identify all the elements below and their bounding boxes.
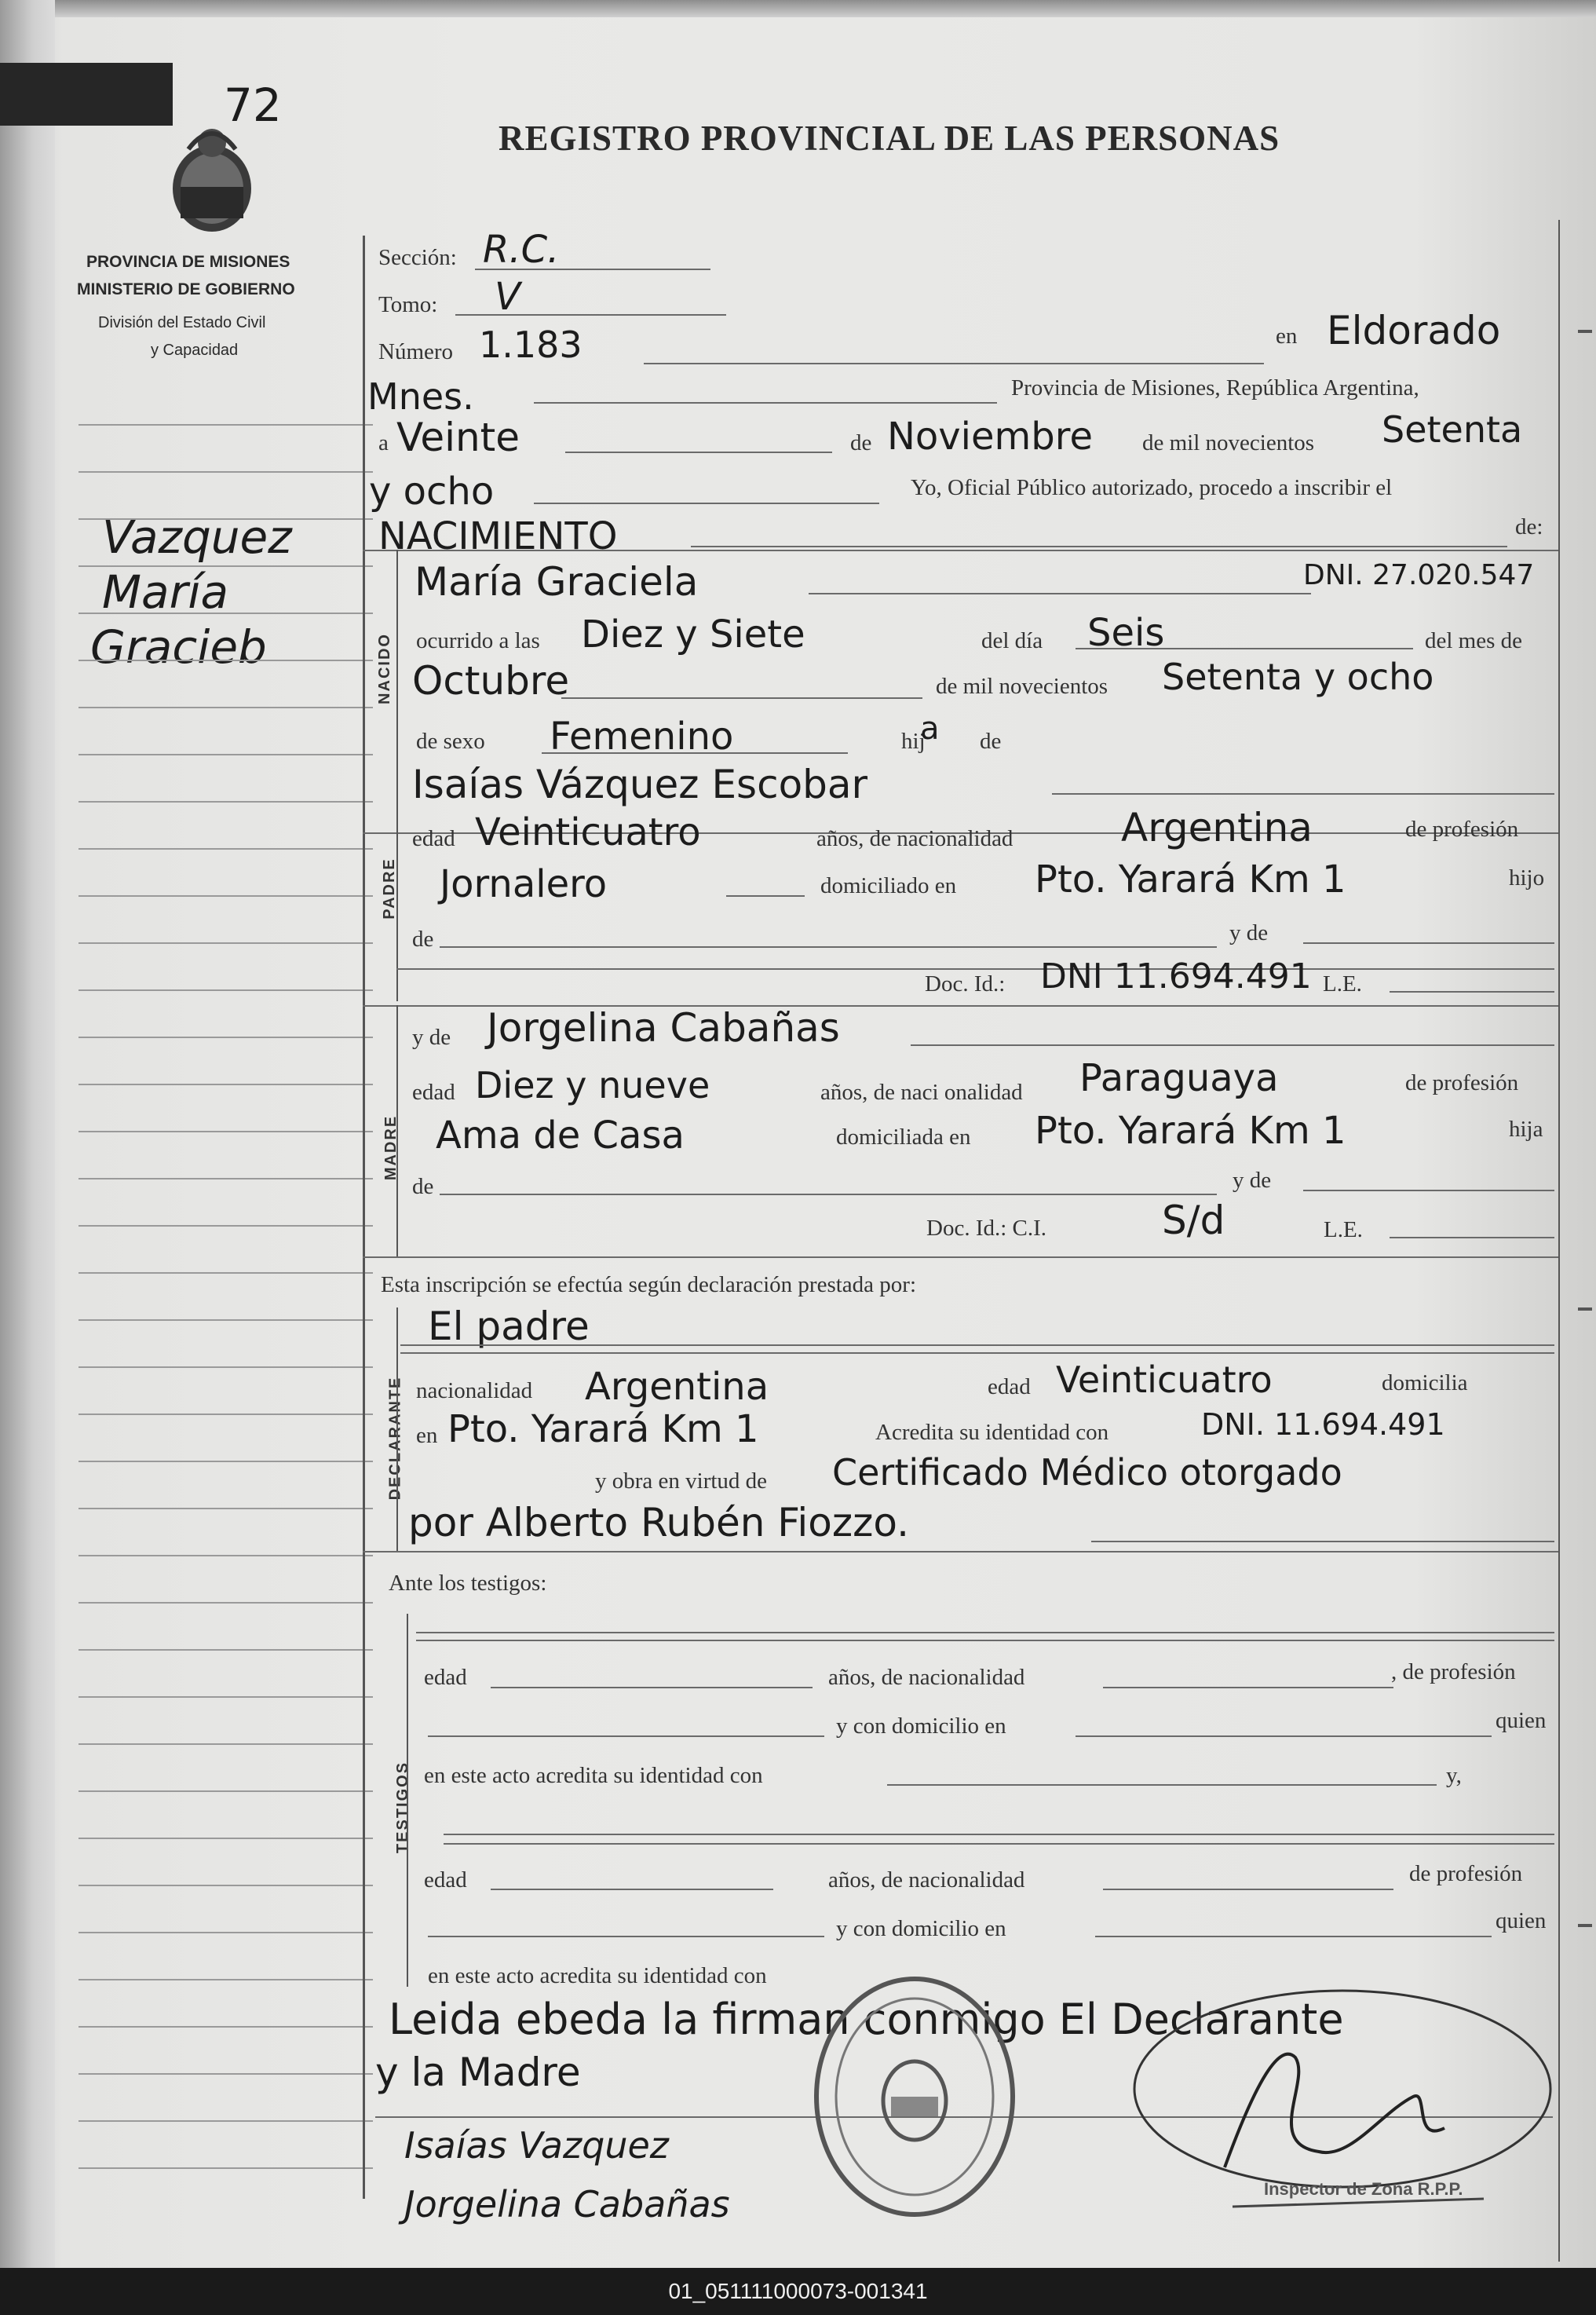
value-hij-suffix: a xyxy=(920,711,940,747)
value-madre: Jorgelina Cabañas xyxy=(487,1005,840,1051)
label-domicilia: domicilia xyxy=(1382,1370,1468,1395)
value-obra2: por Alberto Rubén Fiozzo. xyxy=(408,1500,909,1545)
label-nacionalidad-decl: nacionalidad xyxy=(416,1378,533,1403)
value-dni: DNI. 27.020.547 xyxy=(1303,559,1535,591)
side-label-padre: PADRE xyxy=(380,858,398,920)
label-le-padre: L.E. xyxy=(1323,971,1362,997)
label-de-mil: de mil novecientos xyxy=(1142,430,1315,455)
label-provincia: Provincia de Misiones, República Argentina, xyxy=(1011,375,1419,400)
label-t1-anos: años, de nacionalidad xyxy=(828,1665,1025,1690)
value-acto: NACIMIENTO xyxy=(378,514,618,558)
value-nombre: María Graciela xyxy=(415,559,699,605)
label-numero: Número xyxy=(378,339,454,364)
value-leida1: Leida ebeda la firman conmigo El Declarante xyxy=(389,1995,1344,2044)
scan-id-footer: 01_051111000073-001341 xyxy=(0,2268,1596,2315)
value-declarante: El padre xyxy=(428,1304,590,1349)
margin-note-name1: María xyxy=(102,565,229,619)
label-domiciliado: domiciliado en xyxy=(820,873,957,898)
label-profesion-padre: de profesión xyxy=(1405,817,1519,842)
official-stamp-text: Inspector de Zona R.P.P. xyxy=(1264,2179,1463,2199)
label-t1-profesion: , de profesión xyxy=(1391,1659,1516,1684)
value-padre-edad: Veinticuatro xyxy=(475,810,701,854)
label-de-padre: de xyxy=(412,927,434,952)
label-a: a xyxy=(378,430,389,455)
form-left-border xyxy=(363,236,365,2199)
value-dia: Veinte xyxy=(396,415,520,460)
side-label-madre: MADRE xyxy=(382,1114,400,1181)
label-doc-id-madre: Doc. Id.: C.I. xyxy=(926,1216,1047,1241)
value-obra1: Certificado Médico otorgado xyxy=(832,1451,1342,1494)
value-sexo: Femenino xyxy=(550,715,734,759)
label-ocurrido: ocurrido a las xyxy=(416,628,540,653)
value-seccion: R.C. xyxy=(483,228,560,272)
label-doc-id-padre: Doc. Id.: xyxy=(925,971,1006,997)
label-edad-padre: edad xyxy=(412,826,455,851)
label-de-sexo: de sexo xyxy=(416,729,485,754)
value-decl-edad: Veinticuatro xyxy=(1056,1359,1273,1401)
value-decl-nac: Argentina xyxy=(585,1365,769,1409)
value-tomo: V xyxy=(495,275,520,319)
label-t1-edad: edad xyxy=(424,1665,467,1690)
label-edad-madre: edad xyxy=(412,1080,455,1105)
value-anio1: Setenta xyxy=(1382,408,1523,451)
header-capacidad: y Capacidad xyxy=(151,342,239,359)
label-edad-decl: edad xyxy=(988,1374,1031,1399)
label-tomo: Tomo: xyxy=(378,292,438,317)
coat-of-arms-icon xyxy=(165,118,259,236)
value-leida2: y la Madre xyxy=(375,2050,581,2095)
label-del-dia: del día xyxy=(981,628,1043,653)
label-yo-oficial: Yo, Oficial Público autorizado, procedo a inscribir el xyxy=(911,475,1393,500)
label-de: de xyxy=(850,430,872,455)
value-madre-nac: Paraguaya xyxy=(1079,1056,1279,1100)
label-t1-domicilio: y con domicilio en xyxy=(836,1713,1006,1739)
value-decl-dom: Pto. Yarará Km 1 xyxy=(447,1407,759,1451)
label-hij: hij xyxy=(901,729,926,754)
label-domiciliada: domiciliada en xyxy=(836,1125,971,1150)
value-depto: Mnes. xyxy=(367,375,474,418)
side-label-declarante: DECLARANTE xyxy=(386,1376,404,1501)
form-right-border xyxy=(1558,220,1560,2262)
label-anos-nac-madre: años, de naci onalidad xyxy=(820,1080,1023,1105)
value-madre-doc: S/d xyxy=(1162,1198,1225,1243)
label-y-de-madre: y de xyxy=(412,1025,451,1050)
label-de-mil2: de mil novecientos xyxy=(936,674,1108,699)
margin-note-name2: Gracieb xyxy=(90,620,267,674)
label-inscripcion: Esta inscripción se efectúa según declaración prestada por: xyxy=(381,1272,917,1297)
value-madre-prof: Ama de Casa xyxy=(436,1114,685,1158)
value-lugar: Eldorado xyxy=(1327,308,1501,353)
scan-top-edge xyxy=(0,0,1596,17)
label-y-de-madre2: y de xyxy=(1233,1168,1272,1193)
label-le-madre: L.E. xyxy=(1324,1217,1363,1242)
document-title: REGISTRO PROVINCIAL DE LAS PERSONAS xyxy=(499,119,1280,158)
value-dia-nac: Seis xyxy=(1087,611,1165,655)
value-padre-doc: DNI 11.694.491 xyxy=(1040,956,1312,997)
value-madre-edad: Diez y nueve xyxy=(475,1064,710,1106)
label-en: en xyxy=(1276,324,1298,349)
value-numero: 1.183 xyxy=(479,324,583,366)
black-tab-mark xyxy=(0,63,173,126)
header-division: División del Estado Civil xyxy=(98,314,266,331)
value-anio2: y ocho xyxy=(369,470,495,514)
label-t2-quien: quien xyxy=(1496,1908,1547,1933)
value-madre-dom: Pto. Yarará Km 1 xyxy=(1035,1109,1346,1153)
margin-note-surname: Vazquez xyxy=(102,510,292,564)
value-padre-dom: Pto. Yarará Km 1 xyxy=(1035,858,1346,901)
signature-padre: Isaías Vazquez xyxy=(404,2124,669,2167)
label-de-colon: de: xyxy=(1515,514,1543,539)
label-del-mes: del mes de xyxy=(1425,628,1523,653)
label-de2: de xyxy=(980,729,1002,754)
label-t2-anos: años, de nacionalidad xyxy=(828,1867,1025,1893)
side-label-nacido: NACIDO xyxy=(375,633,393,704)
value-decl-doc: DNI. 11.694.491 xyxy=(1201,1407,1445,1442)
label-y-de: y de xyxy=(1229,920,1269,945)
header-ministry: MINISTERIO DE GOBIERNO xyxy=(77,280,295,298)
value-mes: Noviembre xyxy=(887,415,1093,459)
value-hora: Diez y Siete xyxy=(581,613,805,656)
label-t2-profesion: de profesión xyxy=(1409,1861,1523,1886)
label-hija: hija xyxy=(1509,1117,1543,1142)
label-de-madre: de xyxy=(412,1174,434,1199)
label-hijo: hijo xyxy=(1509,865,1545,891)
label-profesion-madre: de profesión xyxy=(1405,1070,1519,1095)
label-t1-y: y, xyxy=(1446,1763,1462,1788)
label-acredita: Acredita su identidad con xyxy=(875,1420,1109,1445)
header-province: PROVINCIA DE MISIONES xyxy=(86,253,290,271)
binding-edge xyxy=(0,0,55,2268)
value-anio-nac: Setenta y ocho xyxy=(1162,656,1434,698)
label-obra: y obra en virtud de xyxy=(595,1468,768,1494)
value-padre-nac: Argentina xyxy=(1121,805,1313,850)
page-number: 72 xyxy=(224,79,282,132)
label-t2-domicilio: y con domicilio en xyxy=(836,1916,1006,1941)
label-ante-testigos: Ante los testigos: xyxy=(389,1571,547,1596)
label-en-decl: en xyxy=(416,1423,438,1448)
label-t1-acto: en este acto acredita su identidad con xyxy=(424,1763,763,1788)
signature-madre: Jorgelina Cabañas xyxy=(404,2183,730,2225)
label-anos-nac-padre: años, de nacionalidad xyxy=(816,826,1013,851)
value-padre-prof: Jornalero xyxy=(440,862,608,906)
label-t2-acto: en este acto acredita su identidad con xyxy=(428,1963,767,1988)
official-seal-icon xyxy=(809,1971,1021,2222)
value-padre: Isaías Vázquez Escobar xyxy=(412,762,868,807)
label-seccion: Sección: xyxy=(378,245,457,270)
label-t1-quien: quien xyxy=(1496,1708,1547,1733)
side-label-testigos: TESTIGOS xyxy=(394,1761,412,1854)
label-t2-edad: edad xyxy=(424,1867,467,1893)
value-mes-nac: Octubre xyxy=(412,658,570,704)
